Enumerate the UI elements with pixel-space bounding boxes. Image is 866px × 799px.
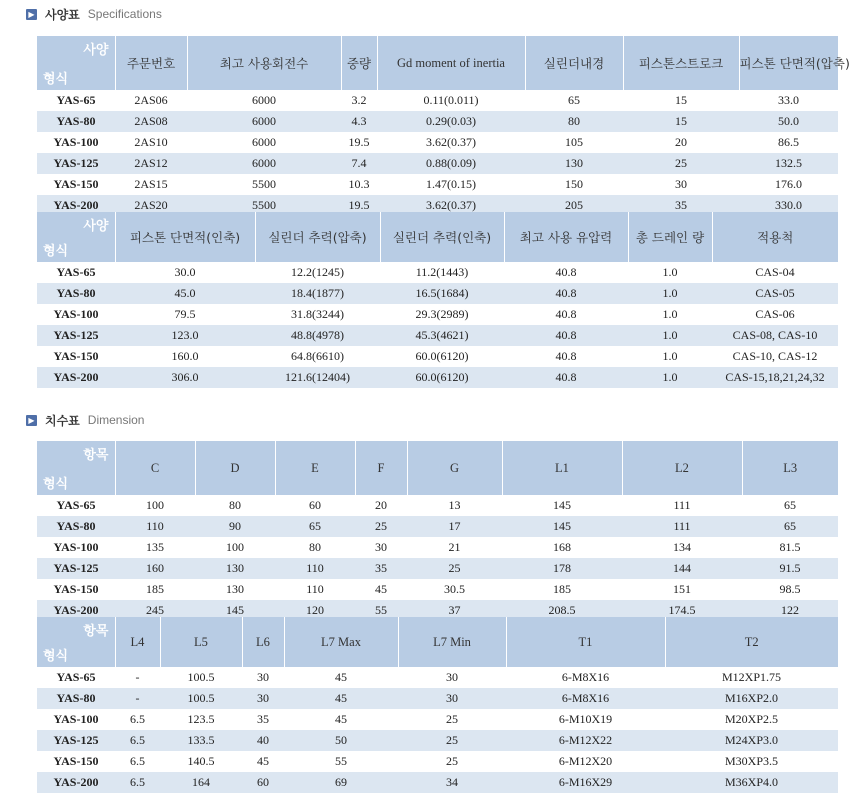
table-cell: 80 xyxy=(309,540,321,554)
table-cell: 145 xyxy=(502,516,622,537)
table-cell: 35 xyxy=(355,558,407,579)
table-cell: 19.5 xyxy=(348,135,370,149)
table-cell: 2AS15 xyxy=(134,177,168,191)
table-cell: 123.5 xyxy=(187,712,215,726)
table-cell: 33.0 xyxy=(778,93,799,107)
table-cell: 98.5 xyxy=(779,582,801,596)
model-cell: YAS-100 xyxy=(53,712,99,726)
table-cell: 176.0 xyxy=(775,177,802,191)
table-cell: 208.5 xyxy=(502,600,622,621)
table-row xyxy=(37,751,838,772)
model-cell: YAS-125 xyxy=(37,558,115,579)
model-cell: YAS-125 xyxy=(37,153,115,174)
table-cell: 65 xyxy=(275,516,355,537)
table-cell: 20 xyxy=(675,135,687,149)
table-cell: 105 xyxy=(565,135,583,149)
table-row xyxy=(37,730,838,751)
model-cell: YAS-100 xyxy=(53,307,99,321)
bullet-arrow-icon: ▶ xyxy=(26,9,37,20)
table-cell: 31.8(3244) xyxy=(291,307,344,321)
table-cell: 174.5 xyxy=(622,600,742,621)
table-cell: 2AS12 xyxy=(115,153,187,174)
table-cell: 6.5 xyxy=(115,730,160,751)
table-cell: 111 xyxy=(622,516,742,537)
table-cell: 110 xyxy=(306,582,324,596)
table-cell: 40.8 xyxy=(504,325,628,346)
model-cell: YAS-200 xyxy=(37,772,115,793)
model-cell: YAS-80 xyxy=(37,688,115,709)
table-cell: 135 xyxy=(146,540,164,554)
table-cell: 130 xyxy=(525,153,623,174)
table-cell: 6000 xyxy=(187,153,341,174)
table-cell: 1.0 xyxy=(662,307,678,321)
table-cell: M20XP2.5 xyxy=(724,712,778,726)
table-cell: 6000 xyxy=(187,111,341,132)
table-cell: 29.3(2989) xyxy=(415,307,469,321)
table-cell: 5500 xyxy=(252,177,276,191)
spec-table-2 xyxy=(37,212,838,388)
table-cell: 100 xyxy=(226,540,244,554)
table-cell: CAS-06 xyxy=(755,307,795,321)
table-cell: 35 xyxy=(623,195,739,216)
table-cell: 160.0 xyxy=(171,349,199,363)
table-cell: 13 xyxy=(448,498,461,512)
table-row xyxy=(37,516,838,537)
table-cell: 145 xyxy=(195,600,275,621)
table-cell: 55 xyxy=(355,600,407,621)
column-header: T1 xyxy=(506,617,665,667)
table-cell: 6.5 xyxy=(130,754,145,768)
table-cell: 65 xyxy=(742,516,838,537)
column-header: G xyxy=(407,441,502,495)
corner-top-label: 항목 xyxy=(83,624,109,639)
corner-bottom-label: 형식 xyxy=(43,649,69,664)
table-cell: 60.0(6120) xyxy=(380,367,504,388)
table-cell: 6-M8X16 xyxy=(561,670,610,684)
table-cell: 123.0 xyxy=(115,325,255,346)
table-cell: 69 xyxy=(284,772,398,793)
table-cell: 6000 xyxy=(252,135,276,149)
model-cell: YAS-65 xyxy=(56,498,96,512)
table-cell: 64.8(6610) xyxy=(291,349,344,363)
table-row xyxy=(37,304,838,325)
model-cell: YAS-150 xyxy=(53,177,99,191)
table-row xyxy=(37,111,838,132)
corner-bottom-label: 형식 xyxy=(43,72,69,87)
table-cell: 120 xyxy=(275,600,355,621)
table-row xyxy=(37,772,838,793)
table-cell: 25 xyxy=(446,712,458,726)
table-cell: 45 xyxy=(257,754,269,768)
table-cell: 185 xyxy=(146,582,164,596)
table-cell: 79.5 xyxy=(174,307,196,321)
table-cell: CAS-04 xyxy=(755,265,795,279)
table-cell: 306.0 xyxy=(115,367,255,388)
table-row xyxy=(37,495,838,516)
table-cell: 6-M8X16 xyxy=(506,688,665,709)
table-cell: 1.0 xyxy=(662,265,678,279)
table-cell: M30XP3.5 xyxy=(724,754,778,768)
table-cell: 6.5 xyxy=(130,712,145,726)
table-cell: 100.5 xyxy=(187,670,215,684)
table-cell: 80 xyxy=(525,111,623,132)
table-cell: M36XP4.0 xyxy=(665,772,838,793)
model-cell: YAS-200 xyxy=(37,195,115,216)
table-cell: CAS-10, CAS-12 xyxy=(732,349,818,363)
table-cell: 30.5 xyxy=(444,582,465,596)
table-cell: 40.8 xyxy=(504,367,628,388)
table-cell: 60.0(6120) xyxy=(415,349,469,363)
corner-bottom-label: 형식 xyxy=(43,477,69,492)
table-cell: 60 xyxy=(242,772,284,793)
table-cell: 30 xyxy=(257,670,269,684)
table-cell: 80 xyxy=(229,498,241,512)
table-cell: 48.8(4978) xyxy=(255,325,380,346)
model-cell: YAS-125 xyxy=(37,325,115,346)
table-cell: 18.4(1877) xyxy=(255,283,380,304)
table-cell: 168 xyxy=(553,540,571,554)
table-cell: 1.0 xyxy=(628,367,712,388)
corner-bottom-label: 형식 xyxy=(43,244,69,259)
table-cell: 0.29(0.03) xyxy=(377,111,525,132)
model-cell: YAS-200 xyxy=(37,367,115,388)
table-row xyxy=(37,558,838,579)
table-cell: 6-M12X22 xyxy=(506,730,665,751)
dimension-table-1 xyxy=(37,441,838,621)
column-header: L4 xyxy=(115,617,160,667)
column-header: 피스톤 단면적(압축) xyxy=(739,36,838,90)
corner-header xyxy=(37,36,115,90)
column-header: 실린더내경 xyxy=(525,36,623,90)
table-cell: 55 xyxy=(335,754,347,768)
column-header: L2 xyxy=(622,441,742,495)
model-cell: YAS-150 xyxy=(53,349,99,363)
table-cell: - xyxy=(115,688,160,709)
column-header: 실린더 추력(압축) xyxy=(255,212,380,262)
table-cell: 40.8 xyxy=(504,283,628,304)
column-header: 피스톤스트로크 xyxy=(623,36,739,90)
table-cell: 45.0 xyxy=(115,283,255,304)
column-header: Gd moment of inertia xyxy=(377,36,525,90)
table-cell: M12XP1.75 xyxy=(721,670,781,684)
table-cell: 25 xyxy=(407,558,502,579)
table-cell: - xyxy=(135,670,140,684)
table-cell: 20 xyxy=(375,498,387,512)
column-header: L7 Max xyxy=(284,617,398,667)
table-cell: 2AS20 xyxy=(115,195,187,216)
corner-top-label: 사양 xyxy=(83,43,109,58)
table-row xyxy=(37,325,838,346)
table-cell: 19.5 xyxy=(341,195,377,216)
table-cell: 0.88(0.09) xyxy=(377,153,525,174)
table-row xyxy=(37,153,838,174)
table-cell: 15 xyxy=(623,111,739,132)
table-cell: 160 xyxy=(115,558,195,579)
table-cell: 130 xyxy=(226,582,244,596)
table-cell: 11.2(1443) xyxy=(415,265,469,279)
table-cell: 25 xyxy=(446,754,458,768)
table-cell: 151 xyxy=(673,582,691,596)
table-row xyxy=(37,90,838,111)
table-cell: 25 xyxy=(623,153,739,174)
table-cell: 0.11(0.011) xyxy=(423,93,479,107)
table-cell: 15 xyxy=(675,93,687,107)
column-header: 최고 사용 유압력 xyxy=(504,212,628,262)
table-row xyxy=(37,132,838,153)
table-cell: 45 xyxy=(335,712,347,726)
dimension-heading xyxy=(26,412,144,428)
table-cell: 40 xyxy=(242,730,284,751)
corner-header xyxy=(37,441,115,495)
table-row xyxy=(37,283,838,304)
corner-header xyxy=(37,212,115,262)
column-header: 실린더 추력(인축) xyxy=(380,212,504,262)
table-cell: 1.0 xyxy=(628,283,712,304)
table-cell: 100.5 xyxy=(160,688,242,709)
table-cell: M16XP2.0 xyxy=(665,688,838,709)
table-cell: 65 xyxy=(784,498,796,512)
column-header: L5 xyxy=(160,617,242,667)
table-cell: 30 xyxy=(398,688,506,709)
table-cell: 4.3 xyxy=(341,111,377,132)
column-header: F xyxy=(355,441,407,495)
corner-top-label: 사양 xyxy=(83,219,109,234)
table-cell: CAS-15,18,21,24,32 xyxy=(712,367,838,388)
table-cell: 110 xyxy=(115,516,195,537)
column-header: L6 xyxy=(242,617,284,667)
column-header: 피스톤 단면적(인축) xyxy=(115,212,255,262)
table-cell: 91.5 xyxy=(742,558,838,579)
table-cell: 110 xyxy=(275,558,355,579)
bullet-arrow-icon: ▶ xyxy=(26,415,37,426)
table-cell: 35 xyxy=(257,712,269,726)
table-cell: 34 xyxy=(398,772,506,793)
table-row xyxy=(37,579,838,600)
corner-top-label: 항목 xyxy=(83,448,109,463)
table-cell: 6000 xyxy=(252,93,276,107)
table-cell: 330.0 xyxy=(739,195,838,216)
section-title-ko: 사양표 xyxy=(45,7,80,22)
table-cell: 86.5 xyxy=(778,135,799,149)
table-cell: 40.8 xyxy=(555,265,577,279)
table-cell: 3.2 xyxy=(351,93,367,107)
model-cell: YAS-65 xyxy=(56,265,96,279)
table-cell: 178 xyxy=(502,558,622,579)
table-cell: 81.5 xyxy=(779,540,801,554)
table-cell: 130 xyxy=(195,558,275,579)
table-cell: 6-M12X20 xyxy=(558,754,613,768)
table-cell: 144 xyxy=(622,558,742,579)
section-title-ko: 치수표 xyxy=(45,413,80,428)
table-cell: 100 xyxy=(146,498,164,512)
table-cell: 30 xyxy=(375,540,387,554)
spec-table-1 xyxy=(37,36,850,216)
table-cell: 6-M16X29 xyxy=(506,772,665,793)
model-cell: YAS-200 xyxy=(37,600,115,621)
table-cell: 40.8 xyxy=(555,307,577,321)
table-cell: 145 xyxy=(553,498,571,512)
table-cell: 245 xyxy=(115,600,195,621)
table-cell: M24XP3.0 xyxy=(665,730,838,751)
table-cell: 164 xyxy=(160,772,242,793)
table-cell: 150 xyxy=(565,177,583,191)
table-cell: 30 xyxy=(242,688,284,709)
table-cell: 1.0 xyxy=(662,349,678,363)
table-cell: 2AS06 xyxy=(134,93,168,107)
table-cell: 50 xyxy=(284,730,398,751)
table-cell: 122 xyxy=(742,600,838,621)
table-cell: 17 xyxy=(407,516,502,537)
model-cell: YAS-80 xyxy=(37,283,115,304)
table-cell: 205 xyxy=(525,195,623,216)
table-cell: 50.0 xyxy=(739,111,838,132)
dimension-table-2 xyxy=(37,617,838,793)
column-header: L1 xyxy=(502,441,622,495)
table-cell: CAS-08, CAS-10 xyxy=(712,325,838,346)
table-row xyxy=(37,346,838,367)
table-cell: 25 xyxy=(355,516,407,537)
column-header: 최고 사용회전수 xyxy=(187,36,341,90)
table-cell: 121.6(12404) xyxy=(255,367,380,388)
table-row xyxy=(37,367,838,388)
table-cell: 25 xyxy=(398,730,506,751)
table-cell: 1.47(0.15) xyxy=(426,177,476,191)
table-cell: 45.3(4621) xyxy=(380,325,504,346)
table-cell: 45 xyxy=(335,670,347,684)
specifications-heading xyxy=(26,6,162,22)
table-row xyxy=(37,688,838,709)
model-cell: YAS-100 xyxy=(53,135,99,149)
table-cell: 16.5(1684) xyxy=(380,283,504,304)
table-cell: 10.3 xyxy=(348,177,370,191)
table-cell: 140.5 xyxy=(187,754,215,768)
table-row xyxy=(37,709,838,730)
table-cell: 2AS08 xyxy=(115,111,187,132)
table-cell: 132.5 xyxy=(739,153,838,174)
model-cell: YAS-150 xyxy=(53,754,99,768)
table-cell: 6.5 xyxy=(115,772,160,793)
table-cell: 7.4 xyxy=(341,153,377,174)
table-cell: 37 xyxy=(407,600,502,621)
table-cell: 6-M10X19 xyxy=(558,712,613,726)
table-row xyxy=(37,174,838,195)
table-cell: CAS-05 xyxy=(712,283,838,304)
column-header: 주문번호 xyxy=(115,36,187,90)
table-cell: 45 xyxy=(375,582,387,596)
model-cell: YAS-65 xyxy=(56,670,96,684)
model-cell: YAS-100 xyxy=(53,540,99,554)
column-header: D xyxy=(195,441,275,495)
column-header: E xyxy=(275,441,355,495)
column-header: 적용척 xyxy=(712,212,838,262)
column-header: 중량 xyxy=(341,36,377,90)
model-cell: YAS-125 xyxy=(37,730,115,751)
corner-header xyxy=(37,617,115,667)
table-cell: 30.0 xyxy=(174,265,196,279)
column-header: C xyxy=(115,441,195,495)
table-cell: 1.0 xyxy=(628,325,712,346)
table-cell: 21 xyxy=(448,540,461,554)
section-title-en: Dimension xyxy=(87,413,145,427)
model-cell: YAS-80 xyxy=(37,516,115,537)
table-cell: 60 xyxy=(309,498,321,512)
column-header: T2 xyxy=(665,617,838,667)
table-cell: 111 xyxy=(673,498,691,512)
model-cell: YAS-80 xyxy=(37,111,115,132)
table-row xyxy=(37,262,838,283)
table-cell: 90 xyxy=(195,516,275,537)
table-row xyxy=(37,537,838,558)
model-cell: YAS-65 xyxy=(56,93,96,107)
table-cell: 12.2(1245) xyxy=(291,265,344,279)
table-cell: 2AS10 xyxy=(134,135,168,149)
table-cell: 45 xyxy=(284,688,398,709)
table-cell: 185 xyxy=(553,582,571,596)
table-cell: 30 xyxy=(675,177,687,191)
table-cell: 65 xyxy=(568,93,580,107)
table-cell: 3.62(0.37) xyxy=(426,135,476,149)
table-cell: 134 xyxy=(673,540,691,554)
table-cell: 30 xyxy=(446,670,458,684)
column-header: L7 Min xyxy=(398,617,506,667)
model-cell: YAS-150 xyxy=(53,582,99,596)
table-cell: 40.8 xyxy=(555,349,577,363)
column-header: L3 xyxy=(742,441,838,495)
table-cell: 3.62(0.37) xyxy=(377,195,525,216)
table-cell: 133.5 xyxy=(160,730,242,751)
column-header: 총 드레인 량 xyxy=(628,212,712,262)
table-cell: 5500 xyxy=(187,195,341,216)
table-row xyxy=(37,667,838,688)
section-title-en: Specifications xyxy=(87,7,162,21)
